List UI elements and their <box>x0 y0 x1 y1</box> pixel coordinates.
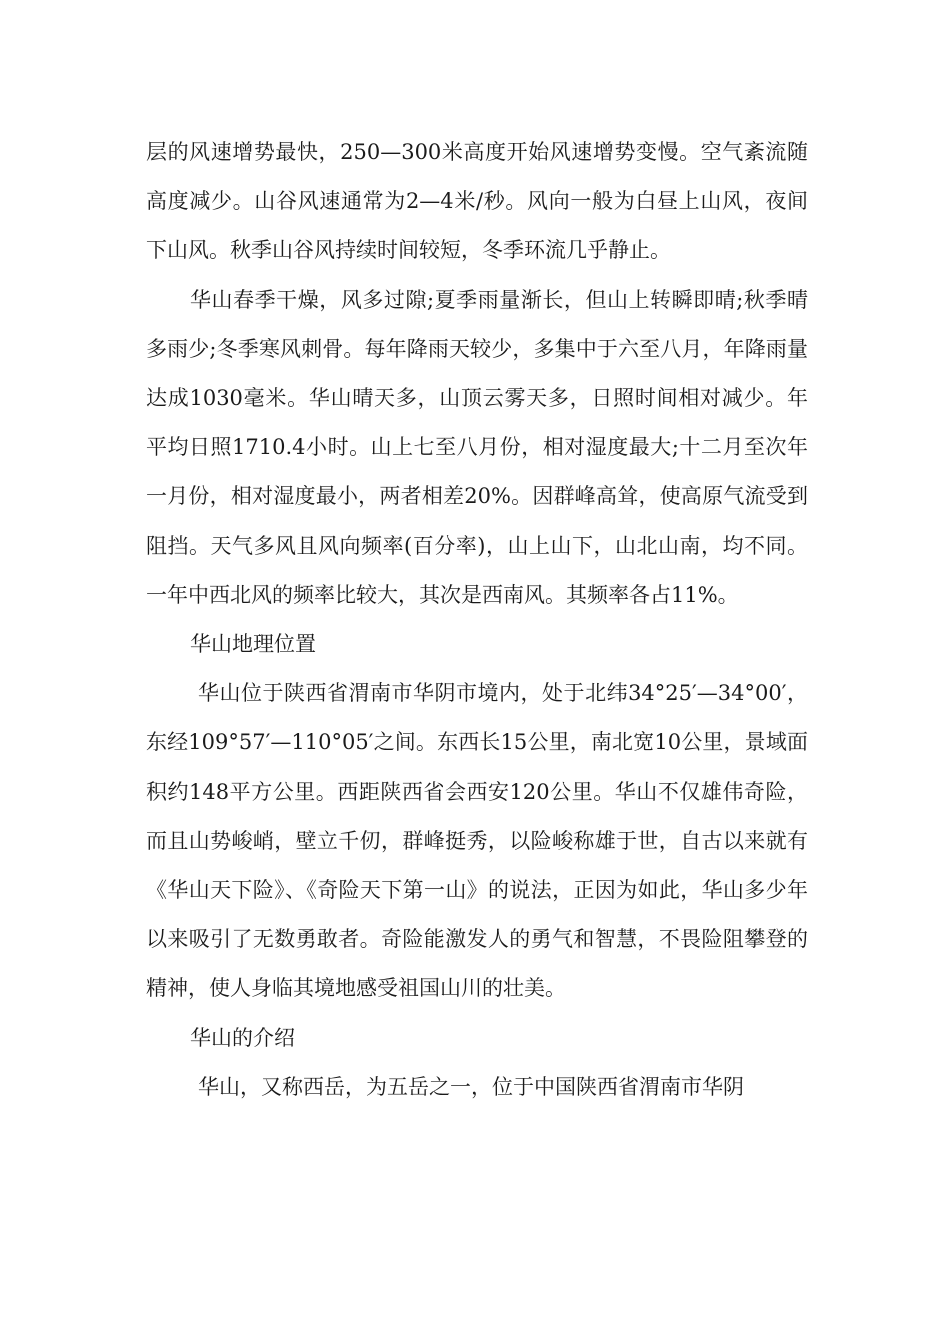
section-heading-location: 华山地理位置 <box>190 632 316 657</box>
paragraph-intro: 华山，又称西岳，为五岳之一，位于中国陕西省渭南市华阴 <box>198 1074 744 1099</box>
paragraph-climate: 华山春季干燥，风多过隙;夏季雨量渐长，但山上转瞬即晴;秋季晴多雨少;冬季寒风刺骨。每年降雨天较少，多集中于六至八月，年降雨量达成1030毫米。华山晴天多，山顶云雾天多，日照时间相对减少。年平均日照1710.4小时。山上七至八月份，相对湿度最大;十二月至次年一月份，相对湿度最小，两者相差20%。因群峰高耸，使高原气流受到阻挡。天气多风且风向频率(百分率)，山上山下，山北山南，均不同。一年中西北风的频率比较大，其次是西南风。其频率各占11%。 <box>146 287 808 607</box>
section-heading-intro: 华山的介绍 <box>190 1025 295 1050</box>
paragraph-location: 华山位于陕西省渭南市华阴市境内，处于北纬34°25′—34°00′，东经109°57′—110°05′之间。东西长15公里，南北宽10公里，景域面积约148平方公里。西距陕西省会西安120公里。华山不仅雄伟奇险，而且山势峻峭，壁立千仞，群峰挺秀，以险峻称雄于世，自古以来就有《华山天下险》、《奇险天下第一山》的说法，正因为如此，华山多少年以来吸引了无数勇敢者。奇险能激发人的勇气和智慧，不畏险阻攀登的精神，使人身临其境地感受祖国山川的壮美。 <box>146 681 808 1001</box>
document-body <box>146 128 808 1112</box>
paragraph-wind: 层的风速增势最快，250—300米高度开始风速增势变慢。空气紊流随高度减少。山谷风速通常为2—4米/秒。风向一般为白昼上山风，夜间下山风。秋季山谷风持续时间较短，冬季环流几乎静止。 <box>146 140 808 263</box>
